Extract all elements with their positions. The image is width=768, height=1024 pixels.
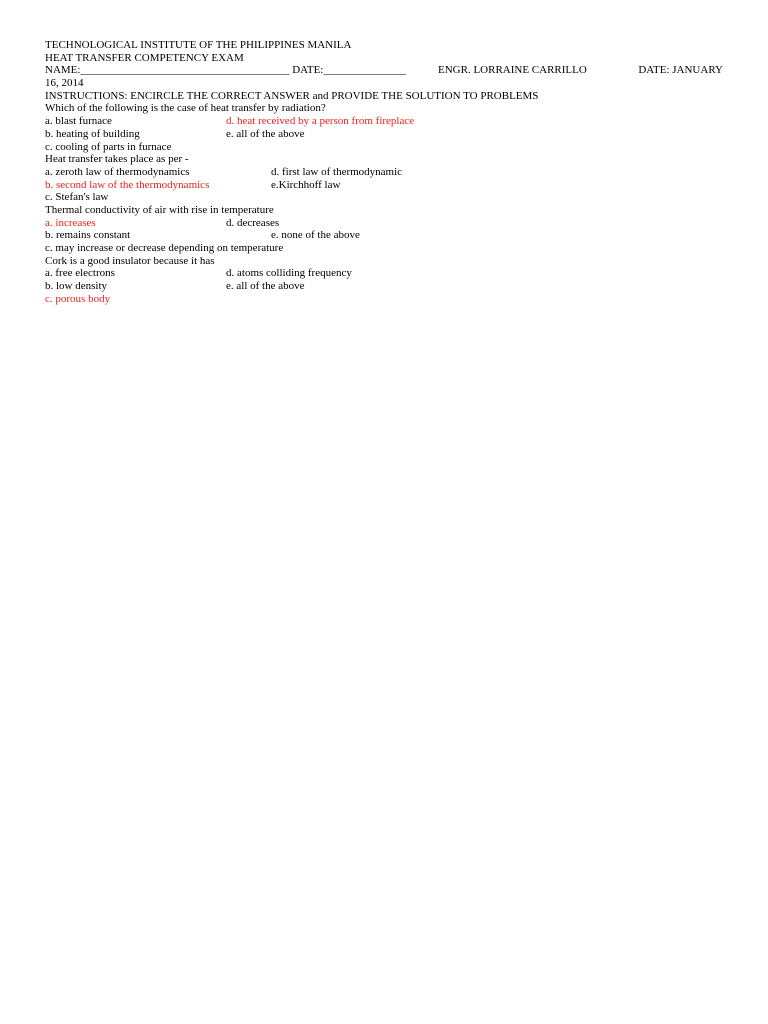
question-2: Heat transfer takes place as per - xyxy=(45,153,189,166)
choice-b[interactable]: b. heating of building xyxy=(45,127,140,140)
answer-row xyxy=(45,115,735,128)
choice-d[interactable]: d. first law of thermodynamic xyxy=(271,165,403,178)
institute-name: TECHNOLOGICAL INSTITUTE OF THE PHILIPPINES MANILA xyxy=(45,39,352,51)
question-1: Which of the following is the case of heat transfer by radiation? xyxy=(45,102,326,115)
instructions: INSTRUCTIONS: ENCIRCLE THE CORRECT ANSWER and PROVIDE THE SOLUTION TO PROBLEMS xyxy=(45,89,539,102)
choice-a[interactable]: a. blast furnace xyxy=(45,115,112,128)
choice-e[interactable]: e. none of the above xyxy=(271,229,360,242)
question-4: Cork is a good insulator because it has xyxy=(45,254,215,267)
answer-row xyxy=(45,267,735,280)
exam-title: HEAT TRANSFER COMPETENCY EXAM xyxy=(45,51,244,64)
answer-row xyxy=(45,229,735,242)
choice-d[interactable]: d. atoms colliding frequency xyxy=(226,267,352,280)
answer-row xyxy=(45,128,735,141)
choice-e[interactable]: e. all of the above xyxy=(226,280,305,293)
choice-c[interactable]: c. cooling of parts in furnace xyxy=(45,140,172,153)
choice-d[interactable]: d. decreases xyxy=(226,216,280,229)
choice-a[interactable]: a. zeroth law of thermodynamics xyxy=(45,165,190,178)
choice-b-correct[interactable]: b. second law of the thermodynamics xyxy=(45,178,210,191)
choice-e[interactable]: e. all of the above xyxy=(226,127,305,140)
answer-row xyxy=(45,179,735,192)
choice-b[interactable]: b. low density xyxy=(45,280,108,293)
answer-row xyxy=(45,280,735,293)
choice-d-correct[interactable]: d. heat received by a person from fireplace xyxy=(226,115,415,128)
choice-e[interactable]: e.Kirchhoff law xyxy=(271,178,341,191)
exam-date-label: DATE: JANUARY xyxy=(638,64,723,77)
answer-row xyxy=(45,166,735,179)
exam-date-continued: 16, 2014 xyxy=(45,77,84,90)
answer-row xyxy=(45,217,735,230)
answer-row xyxy=(45,141,735,154)
answer-row xyxy=(45,242,735,255)
choice-c[interactable]: c. may increase or decrease depending on temperature xyxy=(45,242,284,254)
name-date-fields: NAME:______________________________________ DATE:_______________ xyxy=(45,64,406,77)
choice-b[interactable]: b. remains constant xyxy=(45,229,131,242)
answer-row xyxy=(45,191,735,204)
question-3: Thermal conductivity of air with rise in temperature xyxy=(45,203,274,216)
name-date-row xyxy=(45,64,735,77)
choice-c-correct[interactable]: c. porous body xyxy=(45,292,111,305)
choice-a[interactable]: a. free electrons xyxy=(45,267,115,280)
choice-a-correct[interactable]: a. increases xyxy=(45,216,96,229)
engineer-name: ENGR. LORRAINE CARRILLO xyxy=(438,64,587,77)
answer-row xyxy=(45,293,735,306)
choice-c[interactable]: c. Stefan's law xyxy=(45,191,109,204)
exam-page xyxy=(45,39,735,305)
